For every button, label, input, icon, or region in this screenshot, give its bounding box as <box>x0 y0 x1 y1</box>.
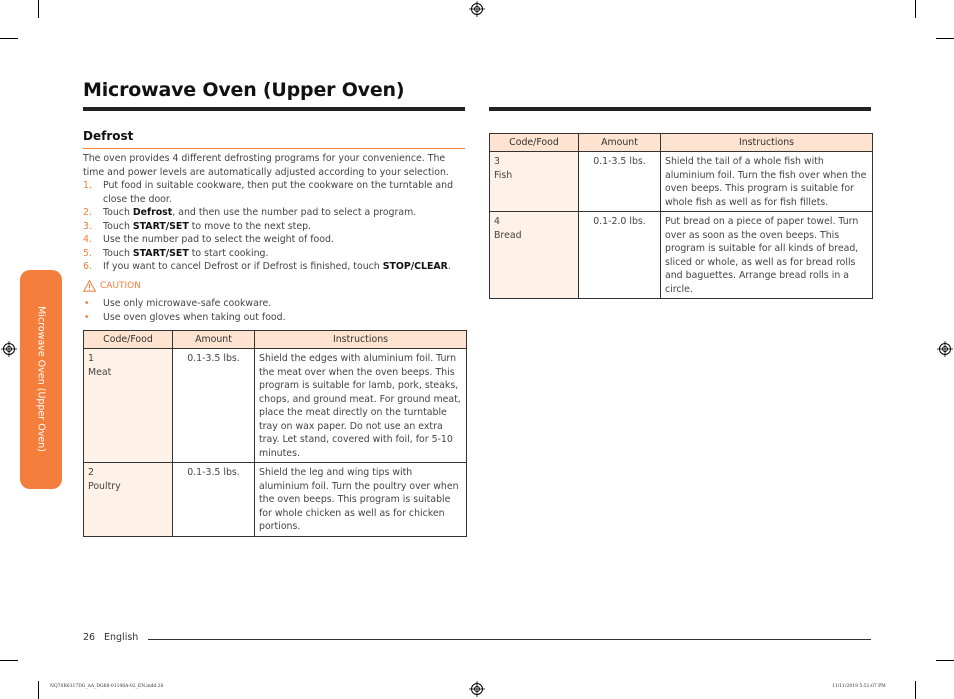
header-instructions: Instructions <box>661 134 873 152</box>
footer-rule <box>148 639 871 640</box>
table-row <box>84 463 467 537</box>
header-code-food: Code/Food <box>84 331 173 349</box>
step-text: If you want to cancel Defrost or if Defrost is finished, touch <box>103 261 383 272</box>
crop-mark <box>0 38 18 39</box>
step-number: 2. <box>83 207 92 218</box>
step-item <box>83 247 467 261</box>
footer-language: English <box>104 632 139 643</box>
instructions-cell: Put bread on a piece of paper towel. Turn over as soon as the oven beeps. This program is suitable for all kinds of bread, sliced or whole, as well as for bread rolls and baguettes. Arrange bread rolls in a circle. <box>661 212 873 299</box>
caution-label: CAUTION <box>100 281 141 291</box>
step-item <box>83 260 467 274</box>
step-item <box>83 206 467 220</box>
food-name: Poultry <box>88 480 121 492</box>
step-item <box>83 220 467 234</box>
registration-mark-icon <box>469 681 485 697</box>
amount-cell: 0.1-3.5 lbs. <box>173 349 255 463</box>
side-tab-label: Microwave Oven (Upper Oven) <box>35 306 47 452</box>
header-amount: Amount <box>173 331 255 349</box>
step-text: . <box>447 261 451 272</box>
table-row <box>84 349 467 463</box>
amount-cell: 0.1-2.0 lbs. <box>579 212 661 299</box>
food-code: 4 <box>494 216 500 227</box>
step-text: Touch <box>103 247 133 259</box>
section-intro: The oven provides 4 different defrosting programs for your convenience. The time and power levels are automatically adjusted according to your selection. <box>83 153 449 178</box>
step-text: to start cooking. <box>188 247 269 259</box>
table-row <box>490 152 873 212</box>
caution-header <box>83 280 141 292</box>
amount-cell: 0.1-3.5 lbs. <box>173 463 255 537</box>
caution-item: • Use oven gloves when taking out food. <box>83 311 467 325</box>
print-slug-file: NQ70R6317DG_AA_DG68-01148A-02_EN.indd 26 <box>50 684 164 689</box>
header-amount: Amount <box>579 134 661 152</box>
food-name: Meat <box>88 366 112 378</box>
instructions-cell: Shield the leg and wing tips with aluminium foil. Turn the poultry over when the oven beeps. This program is suitable for whole chicken as well as for chicken portions. <box>255 463 467 537</box>
step-text: Touch <box>103 207 133 218</box>
food-code: 2 <box>88 467 94 478</box>
code-food-cell <box>490 152 579 212</box>
instructions-cell: Shield the edges with aluminium foil. Turn the meat over when the oven beeps. This program is suitable for lamb, pork, steaks, chops, and ground meat. For ground meat, place the meat directly on the turntable tray on wax paper. Do not use an extra tray. Let stand, covered with foil, for 5-10 minutes. <box>255 349 467 463</box>
table-row <box>490 212 873 299</box>
step-item <box>83 233 467 247</box>
step-number: 6. <box>83 261 92 272</box>
food-code: 3 <box>494 156 500 167</box>
food-name: Bread <box>494 229 522 241</box>
crop-mark <box>0 660 18 661</box>
code-food-cell <box>84 349 173 463</box>
crop-mark <box>915 0 916 18</box>
table-header-row <box>84 331 467 349</box>
step-text: Use the number pad to select the weight of food. <box>103 234 334 245</box>
header-instructions: Instructions <box>255 331 467 349</box>
step-number: 5. <box>83 247 92 259</box>
title-rule-right <box>489 107 871 111</box>
step-text: Put food in suitable cookware, then put the cookware on the turntable and close the door. <box>103 180 454 205</box>
registration-mark-icon <box>1 341 17 357</box>
defrost-table-left <box>83 330 467 537</box>
caution-list <box>83 297 467 325</box>
section-rule <box>83 148 465 149</box>
warning-triangle-icon <box>83 280 96 292</box>
step-keyword: START/SET <box>132 220 189 232</box>
crop-mark <box>936 38 954 39</box>
step-keyword: START/SET <box>132 247 189 259</box>
step-number: 4. <box>83 234 92 245</box>
step-text: to move to the next step. <box>188 220 312 232</box>
food-code: 1 <box>88 353 94 364</box>
defrost-table-right <box>489 133 873 299</box>
step-text: Touch <box>103 220 133 232</box>
header-code-food: Code/Food <box>490 134 579 152</box>
step-item <box>83 179 467 206</box>
crop-mark <box>915 681 916 699</box>
print-slug-timestamp: 11/11/2019 5:51:07 PM <box>832 684 886 689</box>
step-number: 3. <box>83 220 92 232</box>
step-text: , and then use the number pad to select a program. <box>172 207 417 218</box>
title-rule-left <box>83 107 465 111</box>
crop-mark <box>38 0 39 18</box>
code-food-cell <box>490 212 579 299</box>
food-name: Fish <box>494 169 513 181</box>
amount-cell: 0.1-3.5 lbs. <box>579 152 661 212</box>
step-keyword: Defrost <box>132 207 173 218</box>
crop-mark <box>936 660 954 661</box>
registration-mark-icon <box>937 341 953 357</box>
step-number: 1. <box>83 180 92 191</box>
crop-mark <box>38 681 39 699</box>
section-heading: Defrost <box>83 129 134 143</box>
page-number: 26 <box>83 632 96 643</box>
steps-list <box>83 179 467 274</box>
caution-item: • Use only microwave-safe cookware. <box>83 297 467 311</box>
registration-mark-icon <box>469 1 485 17</box>
instructions-cell: Shield the tail of a whole fish with aluminium foil. Turn the fish over when the oven beeps. This program is suitable for whole fish as well as for fish fillets. <box>661 152 873 212</box>
table-header-row <box>490 134 873 152</box>
step-keyword: STOP/CLEAR <box>382 261 448 272</box>
page-title: Microwave Oven (Upper Oven) <box>83 79 405 101</box>
code-food-cell <box>84 463 173 537</box>
